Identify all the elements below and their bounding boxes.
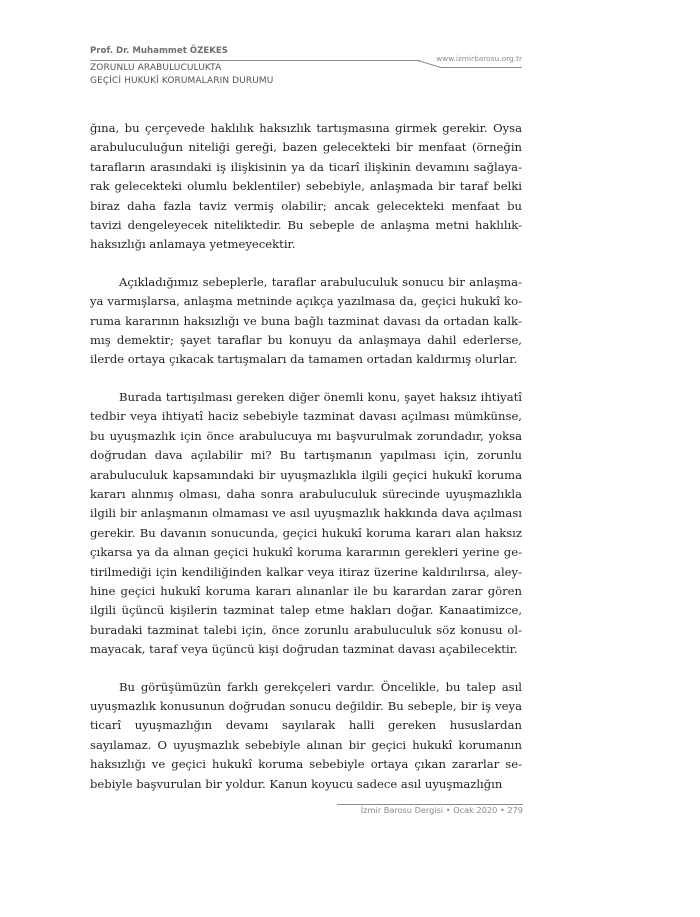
journal-issue-page: İzmir Barosu Dergisi • Ocak 2020 • 279: [360, 805, 523, 815]
paragraph-4: Bu görüşümüzün farklı gerekçeleri vardır. Öncelikle, bu talep asıl uyuşmazlık konusunun doğrudan sonucu değildir. Bu sebeple, bir iş veya ticarî uyuşmazlığın devamı sayılarak halli gereken hususlardan sayılamaz. O uyuşmazlık sebebiyle alınan bir geçici hukukî korumanın haksızlığı ve geçici hukukî koruma sebebiyle ortaya çıkan zararlar sebebiyle başvurulan bir yoldur. Kanun koyucu sadece asıl uyuşmazlığın: [90, 679, 522, 791]
page-footer: [337, 795, 523, 819]
article-title-line-1: ZORUNLU ARABULUCULUKTA: [90, 63, 222, 73]
body-text: [90, 119, 522, 812]
author-name: Prof. Dr. Muhammet ÖZEKES: [90, 46, 228, 56]
paragraph-1: ğına, bu çerçevede haklılık haksızlık tartışmasına girmek gerekir. Oysa arabuluculuğun niteliği gereği, bazen gelecekteki bir menfaat (örneğin tarafların arasındaki iş ilişkisinin ya da ticarî ilişkinin devamını sağlayarak gelecekteki olumlu beklentiler) sebebiyle, anlaşmada bir taraf belki biraz daha fazla taviz vermiş olabilir; ancak gelecekteki menfaat bu tavizi dengeleyecek niteliktedir. Bu sebeple de anlaşma metni haklılık- haksızlığı anlamaya yetmeyecektir.: [90, 121, 522, 252]
article-title-line-2: GEÇİCİ HUKUKÎ KORUMALARIN DURUMU: [90, 76, 274, 86]
header-rule: [90, 60, 420, 61]
paragraph-3: Burada tartışılması gereken diğer önemli konu, şayet haksız ihtiyatî tedbir veya ihtiyatî haciz sebebiyle tazminat davası açılması mümkünse, bu uyuşmazlık için önce arabulucuya mı başvurulmak zorundadır, yoksa doğrudan dava açılabilir mi? Bu tartışmanın yapılması için, zorunlu arabuluculuk kapsamındaki bir uyuşmazlıkla ilgili geçici hukukî koruma kararı alınmış olması, daha sonra arabuluculuk sürecinde uyuşmazlıkla ilgili bir anlaşmanın olmaması ve asıl uyuşmazlık hakkında dava açılması gerekir. Bu davanın sonucunda, geçici hukukî koruma kararı alan haksız çıkarsa ya da alınan geçici hukukî koruma kararının gerekleri yerine getirilmediği için kendiliğinden kalkar veya itiraz üzerine kaldırılırsa, aleyhine geçici hukukî koruma kararı alınanlar ile bu karardan zarar gören ilgili üçüncü kişilerin tazminat talep etme hakları doğar. Kanaatimizce, buradaki tazminat talebi için, önce zorunlu arabuluculuk söz konusu olmayacak, taraf veya üçüncü kişi doğrudan tazminat davası açabilecektir.: [90, 389, 522, 657]
header-rule-right: [441, 67, 522, 68]
paragraph-2: Açıkladığımız sebeplerle, taraflar arabuluculuk sonucu bir anlaşmaya varmışlarsa, anlaşma metninde açıkça yazılmasa da, geçici hukukî koruma kararının haksızlığı ve buna bağlı tazminat davası da ortadan kalkmış demektir; şayet taraflar bu konuyu da anlaşmaya dahil ederlerse, ilerde ortaya çıkacak tartışmaları da tamamen ortadan kaldırmış olurlar.: [90, 274, 522, 367]
page-header: [90, 46, 522, 94]
website-url[interactable]: www.izmirbarosu.org.tr: [436, 54, 522, 63]
